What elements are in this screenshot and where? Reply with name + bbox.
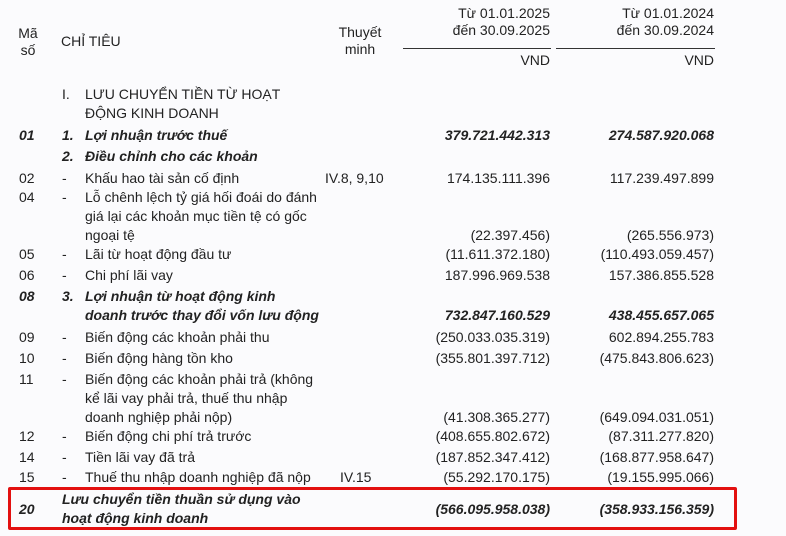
header-period-2025 (420, 5, 550, 39)
row-label: Khấu hao tài sản cố định (85, 170, 240, 186)
row-code: 14 (19, 449, 35, 465)
row-note: IV.8, 9,10 (325, 170, 384, 186)
row-label: Biến động hàng tồn kho (85, 350, 233, 366)
row-num: - (62, 170, 67, 186)
row-value-2024: (87.311.277.820) (608, 428, 714, 444)
row-label: Thuế thu nhập doanh nghiệp đã nộp (85, 469, 311, 485)
header-period-2024 (585, 5, 714, 39)
row-label: Lợi nhuận trước thuế (85, 127, 228, 143)
row-value-2024: (265.556.973) (626, 227, 714, 243)
row-num: - (62, 428, 67, 444)
section-title (85, 85, 385, 123)
row-label: Biến động các khoản phải thu (85, 329, 270, 345)
row-label: Chi phí lãi vay (85, 267, 173, 283)
row-label-line: Lưu chuyển tiền thuần sử dụng vào (62, 491, 301, 507)
row-note: IV.15 (340, 469, 372, 485)
period2-line2: đến 30.09.2024 (616, 22, 714, 38)
row-value-2025: 379.721.442.313 (444, 127, 550, 143)
row-value-2025: (41.308.365.277) (443, 409, 550, 425)
header-code (16, 25, 40, 59)
row-num: - (62, 350, 67, 366)
row-label-line: doanh nghiệp phải nộp) (85, 409, 233, 425)
row-label (85, 370, 345, 427)
row-num: - (62, 469, 67, 485)
row-code: 01 (19, 127, 35, 143)
row-num: - (62, 371, 67, 387)
row-value-2025: 187.996.969.538 (444, 267, 550, 283)
row-label: Điều chỉnh cho các khoản (85, 148, 258, 164)
row-value-2025: (187.852.347.412) (435, 449, 550, 465)
row-num: - (62, 329, 67, 345)
row-value-2024: (168.877.958.647) (599, 449, 714, 465)
row-value-2024: 157.386.855.528 (608, 267, 714, 283)
row-num: - (62, 246, 67, 262)
period2-line1: Từ 01.01.2024 (622, 5, 714, 21)
row-label-line: hoạt động kinh doanh (62, 510, 209, 526)
section-numeral: I. (62, 86, 70, 102)
row-value-2025: (250.033.035.319) (435, 329, 550, 345)
row-code: 06 (19, 267, 35, 283)
row-value-2025: (355.801.397.712) (435, 350, 550, 366)
currency-2025: VND (520, 52, 550, 68)
row-value-2024: (649.094.031.051) (599, 409, 714, 425)
row-value-2024: 602.894.255.783 (608, 329, 714, 345)
period1-line2: đến 30.09.2025 (452, 22, 550, 38)
row-value-2024: (19.155.995.066) (607, 469, 714, 485)
section-title-line1: LƯU CHUYỂN TIỀN TỪ HOẠT (85, 86, 281, 102)
period1-line1: Từ 01.01.2025 (458, 5, 550, 21)
row-value-2025: (408.655.802.672) (435, 428, 550, 444)
header-indicator: CHỈ TIÊU (61, 33, 121, 49)
currency-2024: VND (684, 52, 714, 68)
row-value-2024: (475.843.806.623) (599, 350, 714, 366)
row-label-line: Biến động các khoản phải trả (không (85, 371, 314, 387)
row-code: 12 (19, 428, 35, 444)
row-label: Biến động chi phí trả trước (85, 428, 252, 444)
row-label: Tiền lãi vay đã trả (85, 449, 195, 465)
header-note-line1: Thuyết (338, 24, 382, 40)
section-title-line2: ĐỘNG KINH DOANH (85, 105, 219, 121)
row-label-line: doanh trước thay đổi vốn lưu động (85, 307, 319, 323)
row-value-2024: (358.933.156.359) (599, 501, 714, 517)
row-value-2025: (566.095.958.038) (435, 501, 550, 517)
row-num: 2. (62, 148, 74, 164)
header-note-line2: minh (344, 41, 376, 57)
row-label (85, 188, 345, 245)
row-code: 20 (19, 501, 35, 517)
row-value-2024: 274.587.920.068 (608, 127, 714, 143)
row-label-line: ngoại tệ (85, 227, 135, 243)
header-underline-2025 (403, 48, 551, 49)
row-label-line: giá lại các khoản mục tiền tệ có gốc (85, 208, 307, 224)
row-code: 10 (19, 350, 35, 366)
row-num: 1. (62, 127, 74, 143)
header-underline-2024 (556, 48, 715, 49)
row-value-2025: 732.847.160.529 (444, 307, 550, 323)
row-code: 02 (19, 170, 35, 186)
row-code: 08 (19, 288, 35, 304)
row-num: - (62, 449, 67, 465)
row-code: 11 (19, 371, 34, 387)
row-value-2025: 174.135.111.396 (446, 170, 550, 186)
row-label: Lãi từ hoạt động đầu tư (85, 246, 232, 262)
row-code: 09 (19, 329, 35, 345)
row-value-2024: 438.455.657.065 (608, 307, 714, 323)
row-value-2024: 117.239.497.899 (609, 170, 714, 186)
row-label (85, 287, 385, 325)
row-num: 3. (62, 288, 74, 304)
row-num: - (62, 189, 67, 205)
header-code-line1: Mã (18, 25, 38, 41)
row-code: 15 (19, 469, 35, 485)
row-code: 04 (19, 189, 35, 205)
row-label (62, 490, 382, 528)
row-label-line: Lợi nhuận từ hoạt động kinh (85, 288, 276, 304)
row-code: 05 (19, 246, 35, 262)
header-code-line2: số (20, 42, 36, 58)
header-note (334, 24, 386, 58)
row-value-2025: (11.611.372.180) (445, 246, 550, 262)
row-label-line: kể lãi vay phải trả, thuế thu nhập (85, 390, 288, 406)
row-value-2025: (22.397.456) (470, 227, 550, 243)
row-value-2025: (55.292.170.175) (443, 469, 550, 485)
row-label-line: Lỗ chênh lệch tỷ giá hối đoái do đánh (85, 189, 317, 205)
row-num: - (62, 267, 67, 283)
row-value-2024: (110.493.059.457) (600, 246, 714, 262)
